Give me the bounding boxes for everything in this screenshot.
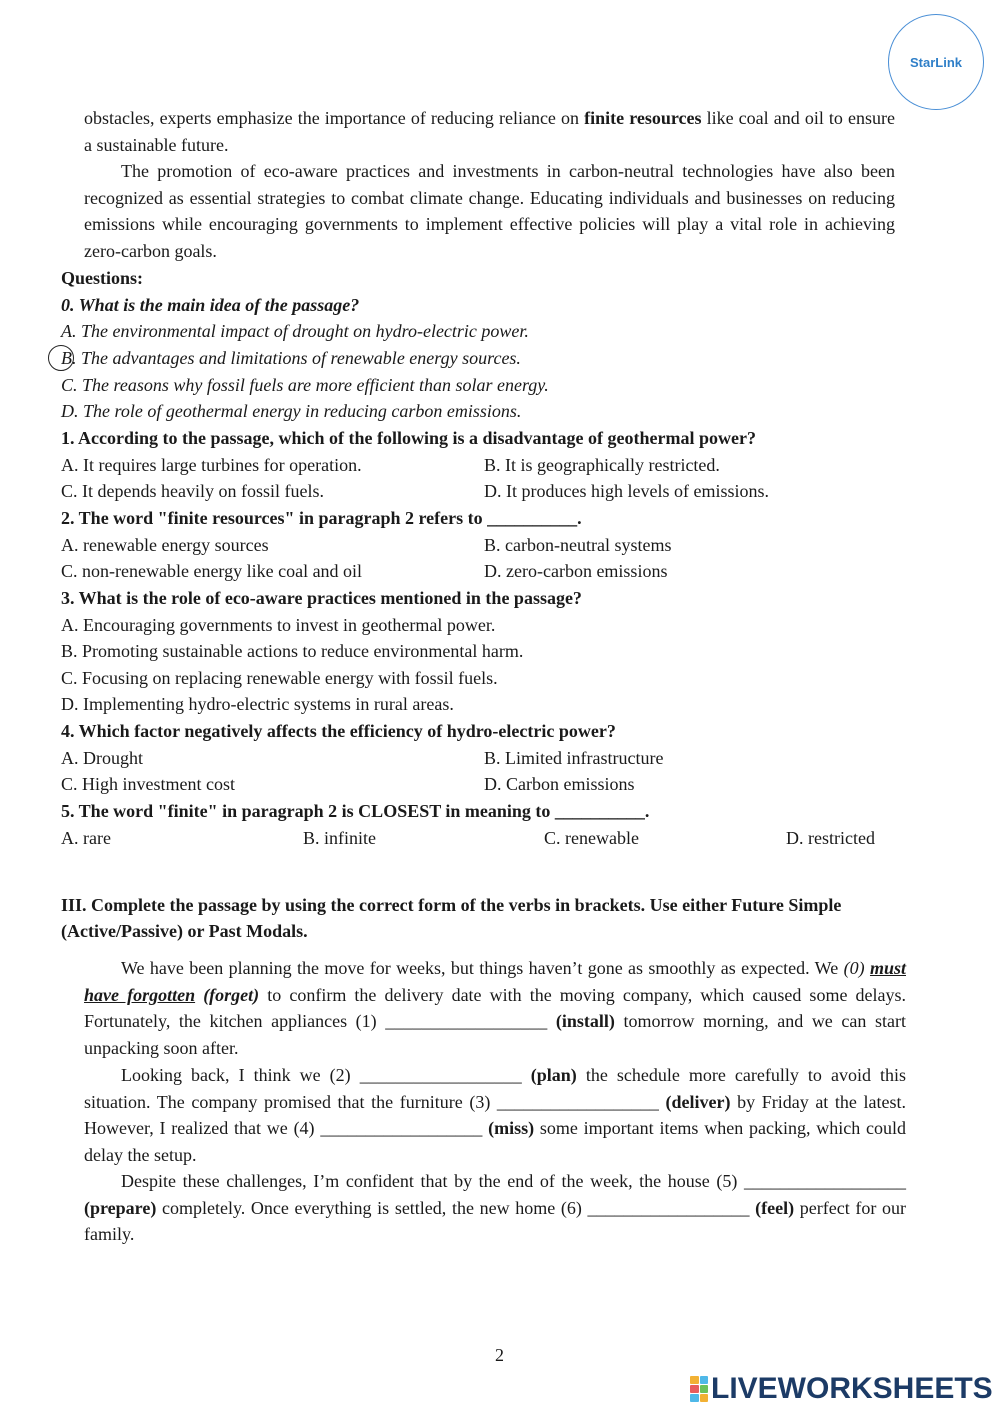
starlink-logo bbox=[888, 14, 984, 110]
questions-heading: Questions: bbox=[61, 268, 144, 288]
example-number: (0) bbox=[843, 958, 865, 978]
q4-stem: 4. Which factor negatively affects the efficiency of hydro-electric power? bbox=[61, 721, 616, 741]
section3-heading-line2: (Active/Passive) or Past Modals. bbox=[61, 921, 308, 941]
q3-stem: 3. What is the role of eco-aware practices mentioned in the passage? bbox=[61, 588, 582, 608]
verb-6: (feel) bbox=[755, 1197, 795, 1218]
q4-option-d: D. Carbon emissions bbox=[484, 774, 635, 794]
q2-stem: 2. The word "finite resources" in paragraph 2 refers to __________. bbox=[61, 508, 582, 528]
section3-paragraph-2: Looking back, I think we (2) __________________ (plan) the schedule more carefully to avoid this situation. The company promised that the furniture (3) __________________ (deliver) by Friday at the latest. However, I realized that we (4) __________________ (miss) some important items when packing, which could delay the setup. bbox=[84, 1065, 906, 1165]
q0-stem: 0. What is the main idea of the passage? bbox=[61, 295, 360, 315]
finite-resources-term: finite resources bbox=[584, 108, 702, 128]
q0-option-a: A. The environmental impact of drought on hydro-electric power. bbox=[61, 321, 529, 341]
q1-option-b: B. It is geographically restricted. bbox=[484, 455, 720, 475]
example-answer: must have forgotten bbox=[84, 958, 906, 1005]
q3-option-b: B. Promoting sustainable actions to reduce environmental harm. bbox=[61, 641, 524, 661]
verb-4: (miss) bbox=[488, 1118, 535, 1138]
liveworksheets-brand bbox=[690, 1373, 993, 1405]
liveworksheets-text: LIVEWORKSHEETS bbox=[711, 1372, 993, 1405]
q4-option-b: B. Limited infrastructure bbox=[484, 748, 664, 768]
q4-option-c: C. High investment cost bbox=[61, 774, 235, 794]
q3-option-c: C. Focusing on replacing renewable energy with fossil fuels. bbox=[61, 668, 498, 688]
q3-option-a: A. Encouraging governments to invest in geothermal power. bbox=[61, 615, 496, 635]
page-number: 2 bbox=[495, 1345, 504, 1365]
q3-option-d: D. Implementing hydro-electric systems in rural areas. bbox=[61, 694, 454, 714]
q5-option-b: B. infinite bbox=[303, 828, 376, 848]
q1-option-d: D. It produces high levels of emissions. bbox=[484, 481, 769, 501]
q1-stem: 1. According to the passage, which of the following is a disadvantage of geothermal power? bbox=[61, 428, 756, 448]
verb-2: (plan) bbox=[530, 1065, 577, 1085]
q2-option-d: D. zero-carbon emissions bbox=[484, 561, 668, 581]
section3-paragraph-1: We have been planning the move for weeks, but things haven’t gone as smoothly as expected. We (0) must have forgotten (forget) to confirm the delivery date with the moving company, which caused some delays. Fortunately, the kitchen appliances (1) __________________ (install) tomorrow morning, and we can start unpacking soon after. bbox=[84, 958, 907, 1058]
q1-option-a: A. It requires large turbines for operation. bbox=[61, 455, 362, 475]
q5-option-a: A. rare bbox=[61, 828, 111, 848]
q5-stem: 5. The word "finite" in paragraph 2 is CLOSEST in meaning to __________. bbox=[61, 801, 650, 821]
section3-paragraph-3: Despite these challenges, I’m confident that by the end of the week, the house (5) __________________ (prepare) completely. Once everything is settled, the new home (6) __________________ (feel) perfect for our family. bbox=[84, 1171, 906, 1244]
passage-paragraph-1: obstacles, experts emphasize the importance of reducing reliance on finite resources like coal and oil to ensure a sustainable future. bbox=[84, 108, 895, 155]
q5-option-c: C. renewable bbox=[544, 828, 639, 848]
section3-heading-line1: III. Complete the passage by using the correct form of the verbs in brackets. Use either Future Simple bbox=[61, 895, 842, 915]
q2-option-c: C. non-renewable energy like coal and oil bbox=[61, 561, 363, 581]
example-verb: (forget) bbox=[203, 984, 260, 1005]
q0-option-b: B. The advantages and limitations of renewable energy sources. bbox=[61, 348, 521, 368]
passage-paragraph-2: The promotion of eco-aware practices and investments in carbon-neutral technologies have also been recognized as essential strategies to combat climate change. Educating individuals and businesses on reducing emissions while encouraging governments to implement effective policies will play a vital role in achieving zero-carbon goals. bbox=[84, 161, 895, 261]
liveworksheets-icon bbox=[690, 1376, 708, 1402]
logo-text: StarLink bbox=[909, 54, 962, 70]
verb-3: (deliver) bbox=[665, 1091, 731, 1112]
q2-option-a: A. renewable energy sources bbox=[61, 535, 269, 555]
q0-option-c: C. The reasons why fossil fuels are more efficient than solar energy. bbox=[61, 375, 549, 395]
q4-option-a: A. Drought bbox=[61, 748, 143, 768]
q2-option-b: B. carbon-neutral systems bbox=[484, 535, 672, 555]
q0-option-d: D. The role of geothermal energy in reducing carbon emissions. bbox=[61, 401, 522, 421]
q5-option-d: D. restricted bbox=[786, 828, 875, 848]
verb-5: (prepare) bbox=[84, 1197, 157, 1218]
q1-option-c: C. It depends heavily on fossil fuels. bbox=[61, 481, 324, 501]
verb-1: (install) bbox=[555, 1011, 615, 1031]
